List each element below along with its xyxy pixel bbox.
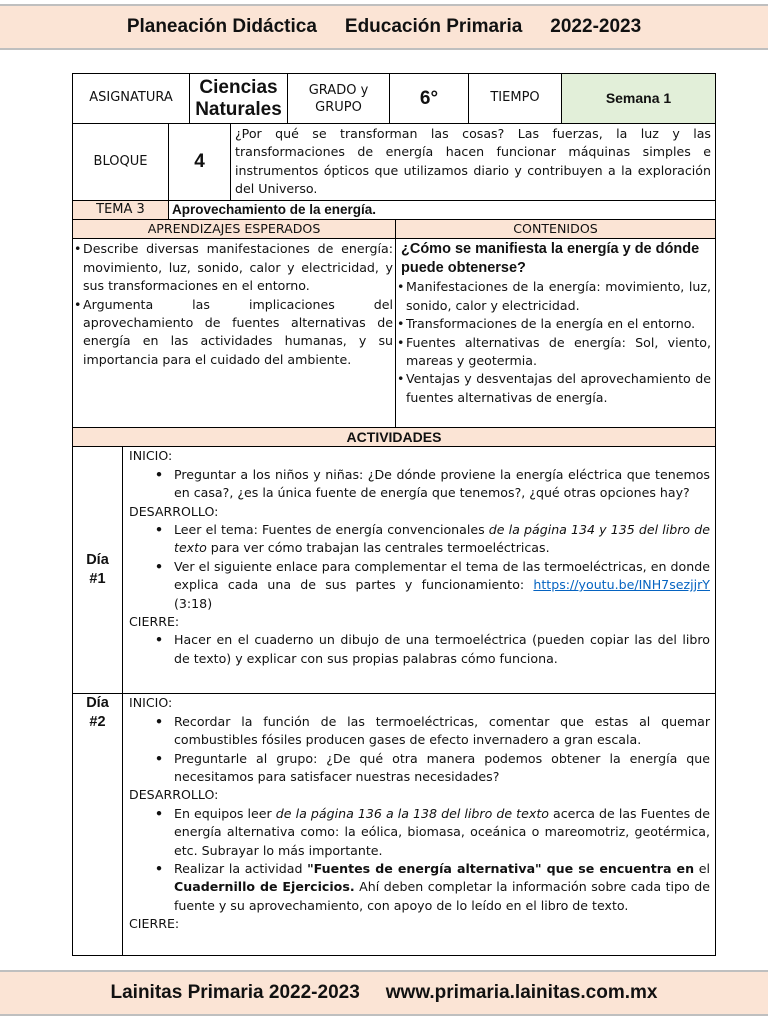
- tema-label: TEMA 3: [73, 201, 169, 220]
- desarrollo-label: DESARROLLO:: [129, 787, 219, 803]
- header-year: 2022-2023: [550, 16, 642, 37]
- activity-item: • Hacer en el cuaderno un dibujo de una termoeléctrica (pueden copiar las del libro de texto) y explicar con sus propias palabras cómo funciona.: [151, 631, 710, 668]
- bloque-label: BLOQUE: [73, 124, 169, 201]
- footer-banner: [0, 970, 768, 1016]
- activity-item: • Preguntar a los niños y niñas: ¿De dónde proviene la energía eléctrica que tenemos en casa?, ¿es la única fuente de energía que tenemos?, ¿qué otras opciones hay?: [151, 466, 710, 503]
- aprendizaje-item: • Describe diversas manifestaciones de energía: movimiento, luz, sonido, calor y electricidad, y sus transformaciones en el entorno.: [74, 240, 393, 295]
- activity-item: • Leer el tema: Fuentes de energía convencionales de la página 134 y 135 del libro de texto para ver cómo trabajan las centrales termoeléctricas.: [151, 521, 710, 558]
- desarrollo-label: DESARROLLO:: [129, 503, 219, 519]
- day-2-activities: [123, 694, 716, 956]
- contenidos-question: ¿Cómo se manifiesta la energía y de dónde puede obtenerse?: [401, 241, 700, 277]
- aprendizaje-item: • Argumenta las implicaciones del aprovechamiento de fuentes alternativas de energía en las actividades humanas, y su importancia para el cuidado del ambiente.: [74, 296, 393, 370]
- bloque-value: 4: [169, 124, 231, 201]
- aprendizajes-heading: APRENDIZAJES ESPERADOS: [73, 220, 396, 239]
- aprendizajes-cell: [73, 239, 396, 429]
- info-table: [72, 73, 716, 124]
- tiempo-label: TIEMPO: [469, 74, 562, 124]
- contenido-item: • Manifestaciones de la energía: movimiento, luz, sonido, calor y electricidad.: [397, 278, 711, 315]
- activity-item: • Ver el siguiente enlace para complementar el tema de las termoeléctricas, en donde explica cada una de sus partes y funcionamiento: https://youtu.be/INH7sezjjrY (3:18): [151, 558, 710, 613]
- inicio-label: INICIO:: [129, 448, 173, 464]
- activity-item: • Realizar la actividad "Fuentes de energía alternativa" que se encuentra en el Cuadernillo de Ejercicios. Ahí deben completar la información sobre cada tipo de fuente y su aprovechamiento, con apoyo de lo leído en el libro de texto.: [151, 860, 710, 915]
- header-level: Educación Primaria: [344, 16, 523, 37]
- bloque-table: [72, 123, 716, 220]
- day-2-label: Día #2: [73, 694, 123, 956]
- bloque-description: ¿Por qué se transforman las cosas? Las fuerzas, la luz y las transformaciones de energía hacen funcionar máquinas simples e instrumentos ópticos que utilizamos diario y contribuyen a la exploración del Universo.: [231, 124, 716, 201]
- contenido-item: • Transformaciones de la energía en el entorno.: [397, 315, 711, 333]
- activity-item: • En equipos leer de la página 136 a la 138 del libro de texto acerca de las Fuentes de energía alternativa como: la eólica, biomasa, oceánica o mareomotriz, geotérmica, etc. Subrayar lo más importante.: [151, 805, 710, 860]
- grado-value: 6°: [390, 74, 469, 124]
- cierre-label: CIERRE:: [129, 916, 180, 932]
- footer-url[interactable]: www.primaria.lainitas.com.mx: [385, 982, 658, 1003]
- video-link[interactable]: https://youtu.be/INH7sezjjrY: [533, 577, 710, 593]
- actividades-heading: ACTIVIDADES: [73, 428, 716, 447]
- grado-label: GRADO y GRUPO: [288, 74, 390, 124]
- contenido-item: • Ventajas y desventajas del aprovechamiento de fuentes alternativas de energía.: [397, 370, 711, 407]
- activity-item: • Preguntarle al grupo: ¿De qué otra manera podemos obtener la energía que necesitamos para satisfacer nuestras necesidades?: [151, 750, 710, 787]
- inicio-label: INICIO:: [129, 695, 173, 711]
- header-banner: [0, 4, 768, 50]
- tema-value: Aprovechamiento de la energía.: [169, 201, 716, 220]
- asignatura-label: ASIGNATURA: [73, 74, 190, 124]
- contenido-item: • Fuentes alternativas de energía: Sol, viento, mareas y geotermia.: [397, 334, 711, 371]
- footer-brand: Lainitas Primaria 2022-2023: [110, 982, 360, 1003]
- header-title: Planeación Didáctica: [126, 16, 317, 37]
- cierre-label: CIERRE:: [129, 614, 180, 630]
- tiempo-value: Semana 1: [562, 74, 716, 124]
- aprendizajes-table: [72, 219, 716, 429]
- contenidos-heading: CONTENIDOS: [396, 220, 716, 239]
- asignatura-value: Ciencias Naturales: [190, 74, 288, 124]
- contenidos-cell: [396, 239, 716, 429]
- day-1-label: Día #1: [73, 447, 123, 694]
- activity-item: • Recordar la función de las termoeléctricas, comentar que estas al quemar combustibles fósiles producen gases de efecto invernadero a gran escala.: [151, 713, 710, 750]
- actividades-table: [72, 427, 716, 956]
- day-1-activities: [123, 447, 716, 694]
